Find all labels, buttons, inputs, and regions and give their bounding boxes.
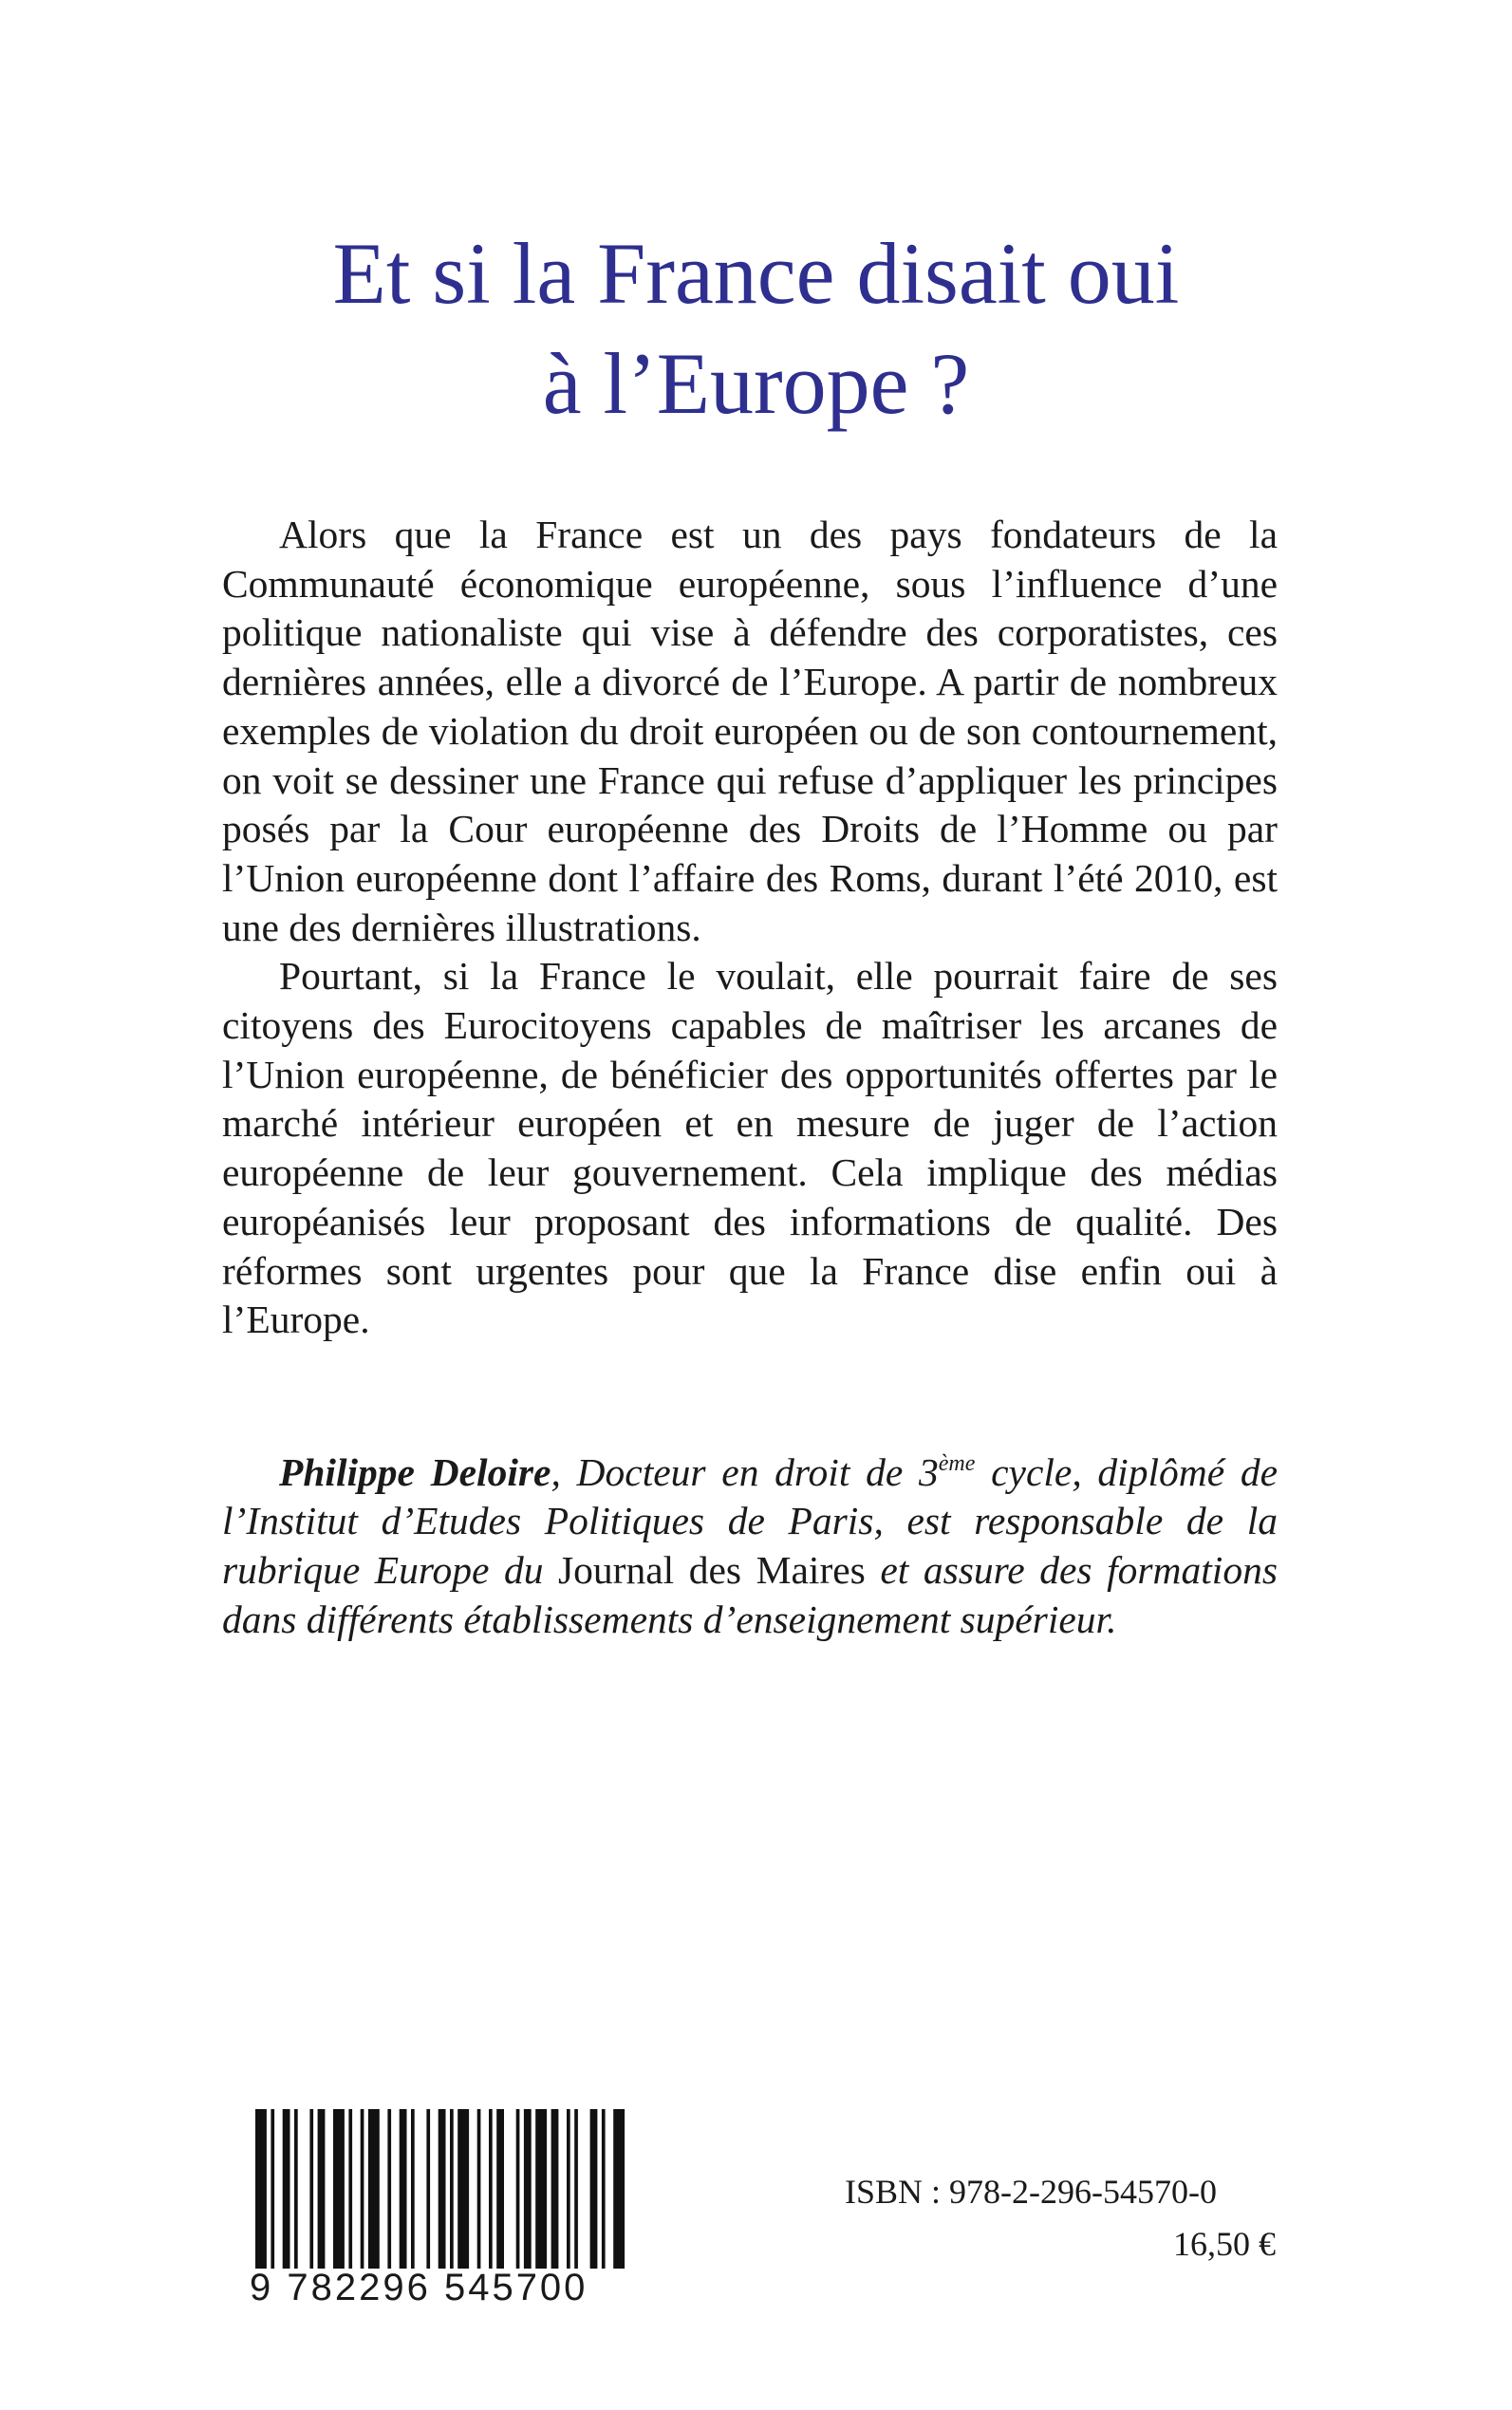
barcode-bar (574, 2109, 578, 2270)
barcode-bar (348, 2109, 352, 2270)
bio-text-3: et assure des formations dans différents établissements d’enseignement supérieur. (222, 1547, 1278, 1641)
barcode-bar (602, 2109, 606, 2270)
barcode-bar (489, 2109, 493, 2270)
author-name: Philippe Deloire (279, 1449, 551, 1494)
barcode-bar (524, 2109, 532, 2270)
author-bio (222, 1448, 1278, 1645)
barcode-bar (516, 2109, 520, 2270)
barcode-bar (590, 2109, 598, 2270)
barcode-bar (333, 2109, 345, 2270)
title-line-1: Et si la France disait oui (332, 224, 1180, 322)
barcode-bar (368, 2109, 380, 2270)
bio-text-1: , Docteur en droit de 3 (551, 1449, 939, 1494)
barcode-bar (426, 2109, 430, 2270)
barcode-bar (613, 2109, 625, 2270)
isbn-label: ISBN : 978-2-296-54570-0 (845, 2173, 1217, 2211)
barcode-bar (255, 2109, 267, 2270)
barcode-bars (250, 2109, 631, 2270)
barcode-bar (318, 2109, 326, 2270)
blurb-paragraph-1: Alors que la France est un des pays fondateurs de la Communauté économique européenne, sous l’influence d’une politique nationaliste qui vise à défendre des corporatistes, ces dernières années, elle a divorcé de l’Europe. A partir de nombreux exemples de violation du droit européen ou de son contournement, on voit se dessiner une France qui refuse d’appliquer les principes posés par la Cour européenne des Droits de l’Homme ou par l’Union européenne dont l’affaire des Roms, durant l’été 2010, est une des dernières illustrations. (222, 513, 1278, 949)
barcode-bar (271, 2109, 274, 2270)
barcode-bar (361, 2109, 364, 2270)
barcode-bar (535, 2109, 547, 2270)
barcode-bar (457, 2109, 469, 2270)
barcode-bar (411, 2109, 415, 2270)
barcode-bar (450, 2109, 454, 2270)
barcode-bar (567, 2109, 570, 2270)
title-line-2: à l’Europe ? (542, 334, 970, 432)
journal-name: Journal des Maires (558, 1547, 866, 1592)
blurb-paragraph-2: Pourtant, si la France le voulait, elle pourrait faire de ses citoyens des Eurocitoyens capables de maîtriser les arcanes de l’Union européenne, de bénéficier des opportunités offertes par le marché intérieur européen et en mesure de juger de l’action européenne de leur gouvernement. Cela implique des médias européanisés leur proposant des informations de qualité. Des réformes sont urgentes pour que la France dise enfin oui à l’Europe. (222, 954, 1278, 1342)
barcode-bar (294, 2109, 298, 2270)
barcode-bar (551, 2109, 559, 2270)
barcode-digits: 9 782296 545700 (250, 2269, 631, 2307)
barcode-bar (309, 2109, 313, 2270)
blurb (222, 511, 1278, 1345)
barcode-bar (400, 2109, 407, 2270)
barcode-bar (283, 2109, 290, 2270)
barcode-bar (387, 2109, 391, 2270)
barcode-bar (439, 2109, 446, 2270)
book-title (0, 218, 1512, 439)
bio-text-2: cycle, diplômé de l’Institut d’Etudes Politiques de Paris, est responsable de la rubrique Europe du (222, 1449, 1279, 1592)
barcode-bar (496, 2109, 504, 2270)
price-label: 16,50 € (1173, 2225, 1276, 2263)
bio-superscript: ème (938, 1450, 976, 1476)
barcode-bar (477, 2109, 481, 2270)
